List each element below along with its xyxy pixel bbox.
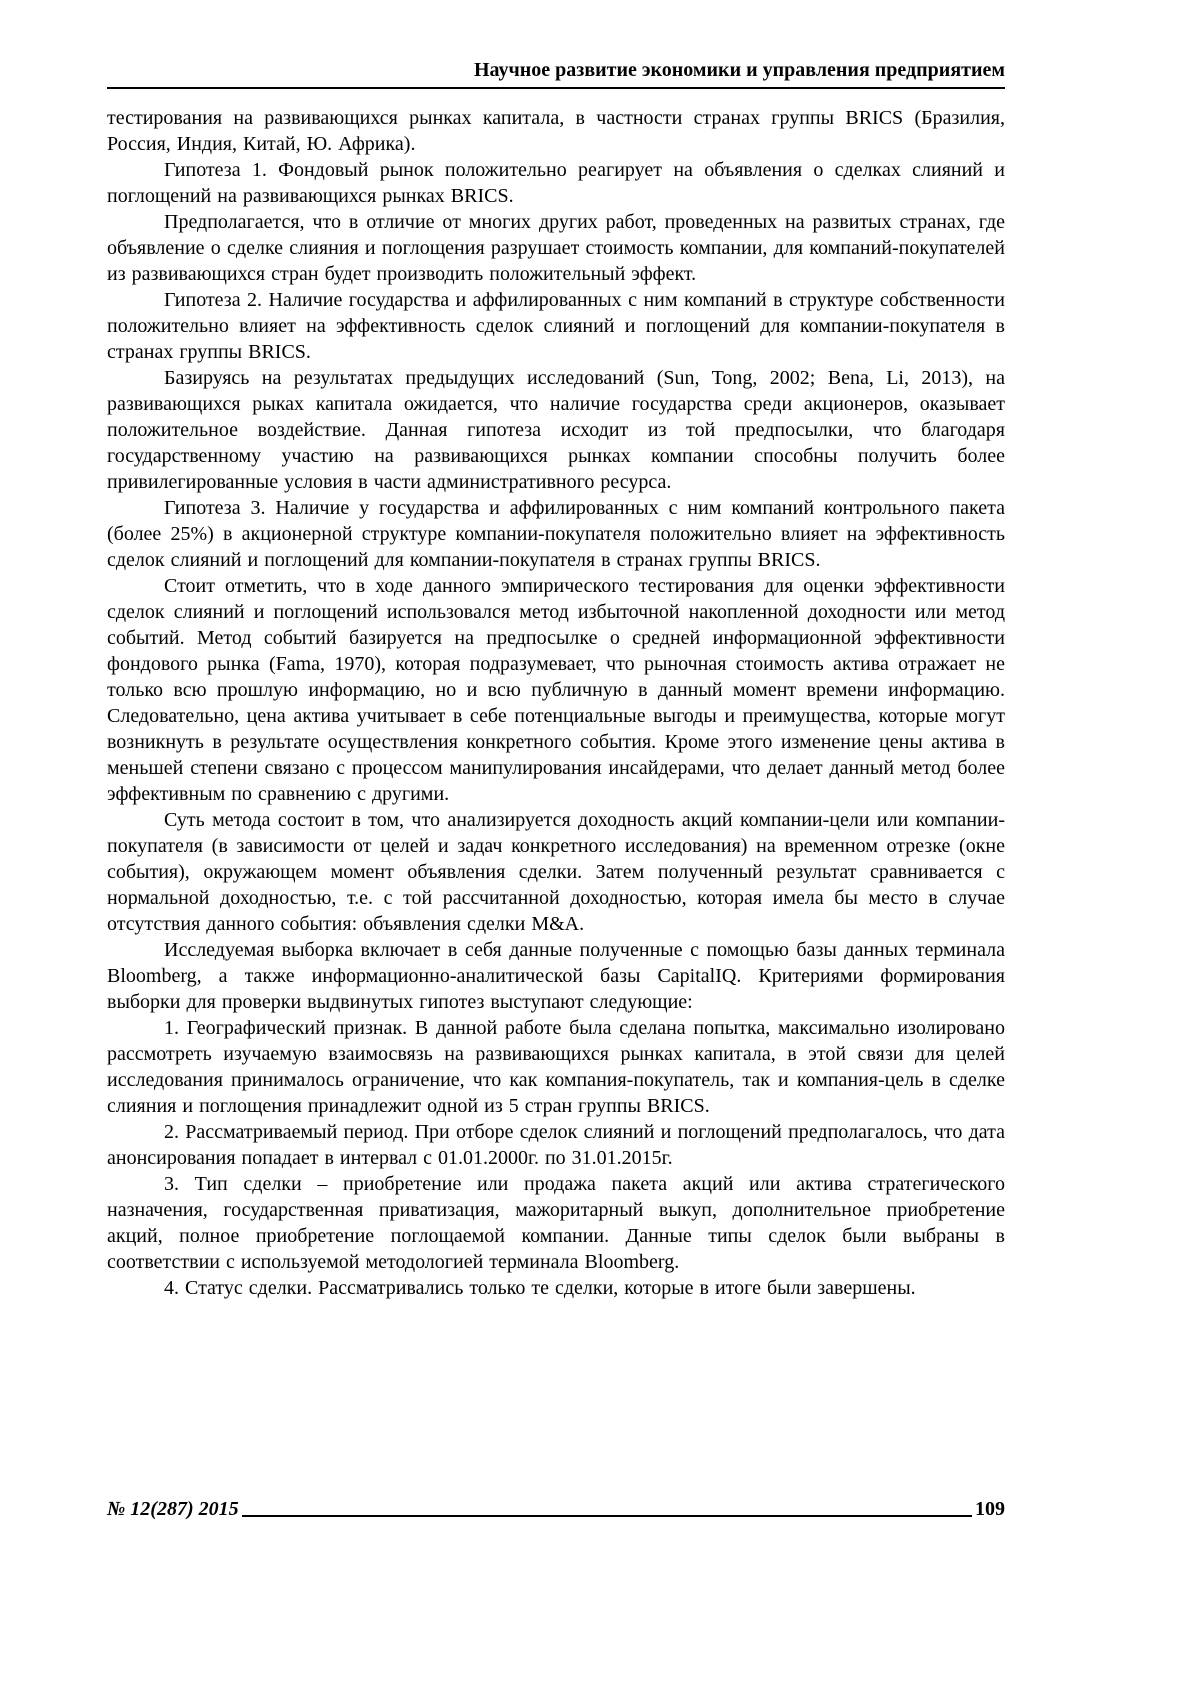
paragraph: 3. Тип сделки – приобретение или продажа пакета акций или актива стратегического назначения, государственная приватизация, мажоритарный выкуп, дополнительное приобретение акций, полное приобретение поглощаемой компании. Данные типы сделок были выбраны в соответствии с используемой методологией терминала Bloomberg. [107, 1173, 1005, 1273]
paragraph: Гипотеза 1. Фондовый рынок положительно реагирует на объявления о сделках слияний и поглощений на развивающихся рынках BRICS. [107, 159, 1005, 207]
page-content [107, 58, 1005, 1301]
paragraph: Исследуемая выборка включает в себя данные полученные с помощью базы данных терминала Bloomberg, а также информационно-аналитической базы CapitalIQ. Критериями формирования выборки для проверки выдвинутых гипотез выступают следующие: [107, 939, 1005, 1013]
paragraph: тестирования на развивающихся рынках капитала, в частности странах группы BRICS (Бразилия, Россия, Индия, Китай, Ю. Африка). [107, 107, 1005, 155]
paragraph: 2. Рассматриваемый период. При отборе сделок слияний и поглощений предполагалось, что дата анонсирования попадает в интервал с 01.01.2000г. по 31.01.2015г. [107, 1121, 1005, 1169]
paragraph: Стоит отметить, что в ходе данного эмпирического тестирования для оценки эффективности сделок слияний и поглощений использовался метод избыточной накопленной доходности или метод событий. Метод событий базируется на предпосылке о средней информационной эффективности фондового рынка (Fama, 1970), которая подразумевает, что рыночная стоимость актива отражает не только всю прошлую информацию, но и всю публичную в данный момент времени информацию. Следовательно, цена актива учитывает в себе потенциальные выгоды и преимущества, которые могут возникнуть в результате осуществления конкретного события. Кроме этого изменение цены актива в меньшей степени связано с процессом манипулирования инсайдерами, что делает данный метод более эффективным по сравнению с другими. [107, 575, 1005, 805]
page-footer [107, 1498, 1005, 1521]
paragraph: Гипотеза 3. Наличие у государства и аффилированных с ним компаний контрольного пакета (более 25%) в акционерной структуре компании-покупателя положительно влияет на эффективность сделок слияний и поглощений для компании-покупателя в странах группы BRICS. [107, 497, 1005, 571]
footer-rule [242, 1515, 972, 1517]
article-body [107, 105, 1005, 1301]
footer-page-number: 109 [975, 1498, 1005, 1520]
paragraph: Гипотеза 2. Наличие государства и аффилированных с ним компаний в структуре собственности положительно влияет на эффективность сделок слияний и поглощений для компании-покупателя в странах группы BRICS. [107, 289, 1005, 363]
footer-issue-label: № 12(287) 2015 [107, 1498, 239, 1520]
running-head-title: Научное развитие экономики и управления предприятием [107, 58, 1005, 89]
paragraph: Суть метода состоит в том, что анализируется доходность акций компании-цели или компании-покупателя (в зависимости от целей и задач конкретного исследования) на временном отрезке (окне события), окружающем момент объявления сделки. Затем полученный результат сравнивается с нормальной доходностью, т.е. с той рассчитанной доходностью, которая имела бы место в случае отсутствия данного события: объявления сделки M&A. [107, 809, 1005, 935]
paragraph: 1. Географический признак. В данной работе была сделана попытка, максимально изолировано рассмотреть изучаемую взаимосвязь на развивающихся рынках капитала, в этой связи для целей исследования принималось ограничение, что как компания-покупатель, так и компания-цель в сделке слияния и поглощения принадлежит одной из 5 стран группы BRICS. [107, 1017, 1005, 1117]
paragraph: Базируясь на результатах предыдущих исследований (Sun, Tong, 2002; Bena, Li, 2013), на развивающихся рыках капитала ожидается, что наличие государства среди акционеров, оказывает положительное воздействие. Данная гипотеза исходит из той предпосылки, что благодаря государственному участию на развивающихся рынках компании способны получить более привилегированные условия в части административного ресурса. [107, 367, 1005, 493]
paragraph: 4. Статус сделки. Рассматривались только те сделки, которые в итоге были завершены. [164, 1277, 916, 1299]
paragraph: Предполагается, что в отличие от многих других работ, проведенных на развитых странах, где объявление о сделке слияния и поглощения разрушает стоимость компании, для компаний-покупателей из развивающихся стран будет производить положительный эффект. [107, 211, 1005, 285]
